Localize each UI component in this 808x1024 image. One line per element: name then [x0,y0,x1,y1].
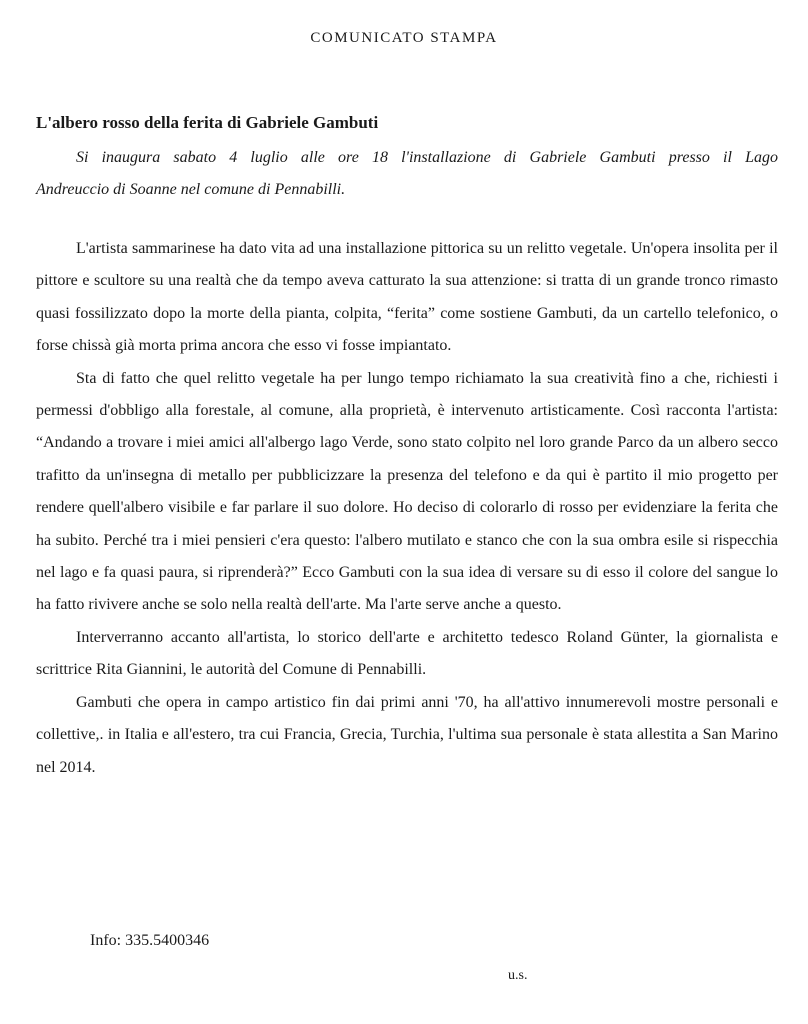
paragraph-4: Gambuti che opera in campo artistico fin dai primi anni '70, ha all'attivo innumerevoli mostre personali e collettive,. in Italia e all'estero, tra cui Francia, Grecia, Turchia, l'ultima sua personale è stata allestita a San Marino nel 2014. [36,693,778,776]
subheading [36,142,778,206]
paragraph-3: Interverranno accanto all'artista, lo storico dell'arte e architetto tedesco Roland Günter, la giornalista e scrittrice Rita Giannini, le autorità del Comune di Pennabilli. [36,628,778,679]
signature-initials: u.s. [508,968,528,983]
body-text [36,233,778,784]
paragraph-2: Sta di fatto che quel relitto vegetale ha per lungo tempo richiamato la sua creatività fino a che, richiesti i permessi d'obbligo alla forestale, al comune, alla proprietà, è intervenuto artisticamente. Così racconta l'artista: “Andando a trovare i miei amici all'albergo lago Verde, sono stato colpito nel loro grande Parco da un albero secco trafitto da un'insegna di metallo per pubblicizzare la presenza del telefono e da qui è partito il mio progetto per rendere quell'albero visibile e far parlare il suo dolore. Ho deciso di colorarlo di rosso per evidenziare la ferita che ha subito. Perché tra i miei pensieri c'era questo: l'albero mutilato e stanco che con la sua ombra esile si rispecchia nel lago e fa quasi paura, si riprenderà?” Ecco Gambuti con la sua idea di versare su di esso il colore del sangue lo ha fatto rivivere anche se solo nella realtà dell'arte. Ma l'arte serve anche a questo. [36,369,778,614]
headline: L'albero rosso della ferita di Gabriele Gambuti [36,113,379,132]
subheading-line-2: Andreuccio di Soanne nel comune di Pennabilli. [36,181,346,198]
document-title: COMUNICATO STAMPA [310,30,498,46]
info-contact: Info: 335.5400346 [90,932,210,949]
paragraph-1: L'artista sammarinese ha dato vita ad una installazione pittorica su un relitto vegetale. Un'opera insolita per il pittore e scultore su una realtà che da tempo aveva catturato la sua attenzione: si tratta di un grande tronco rimasto quasi fossilizzato dopo la morte della pianta, colpita, “ferita” come sostiene Gambuti, da un cartello telefonico, o forse chissà già morta prima ancora che esso vi fosse impiantato. [36,240,778,355]
subheading-line-1: Si inaugura sabato 4 luglio alle ore 18 l'installazione di Gabriele Gambuti presso il Lago [76,149,778,166]
